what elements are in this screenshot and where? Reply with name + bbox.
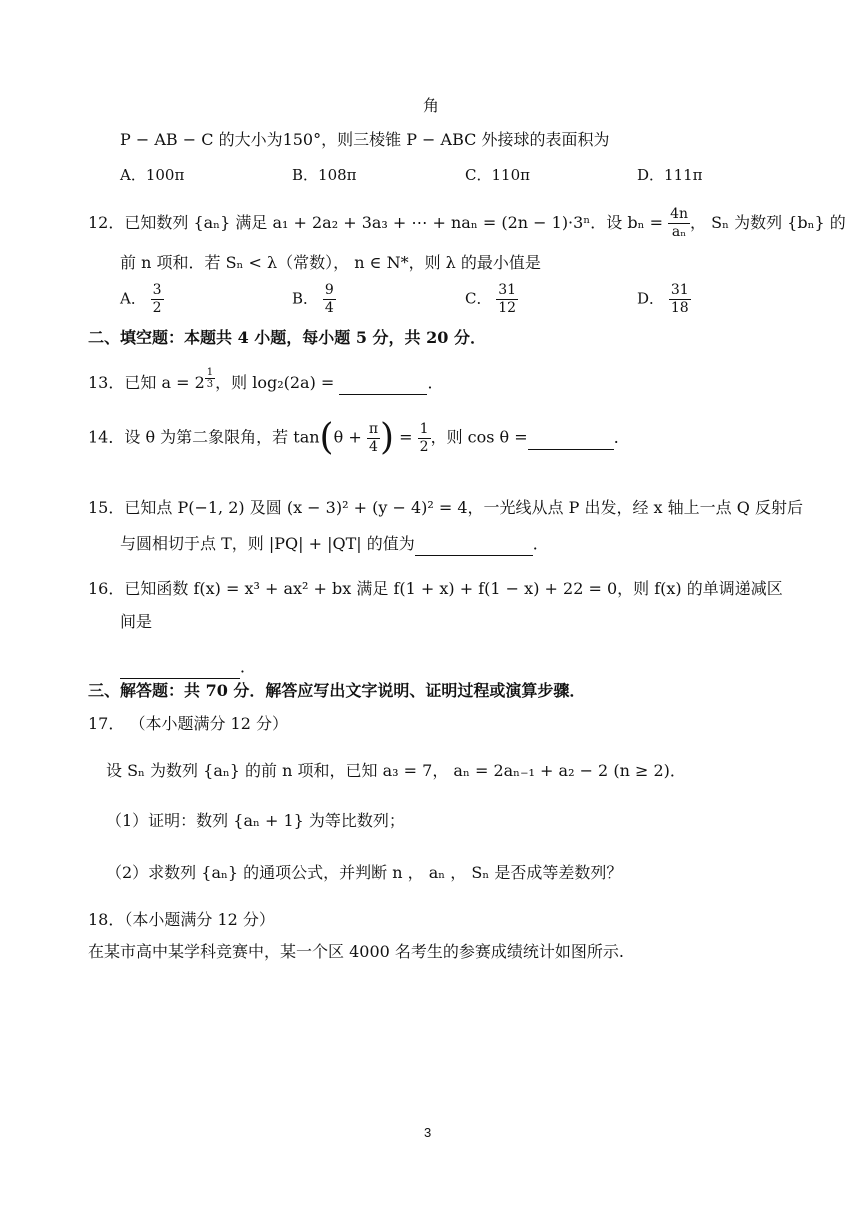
q13-line (88, 367, 443, 395)
q15-stem: 已知点 P(−1, 2) 及圆 (x − 3)² + (y − 4)² = 4，一光线从点 P 出发，经 x 轴上一点 Q 反射后 (124, 498, 803, 517)
q12-b-den: aₙ (668, 223, 690, 241)
q16-stem: 已知函数 f(x) = x³ + ax² + bx 满足 f(1 + x) + f(1 − x) + 22 = 0，则 f(x) 的单调递减区 (124, 579, 783, 598)
section-3-heading: 三、解答题：共 70 分．解答应写出文字说明、证明过程或演算步骤． (88, 681, 586, 700)
q13-exp-num: 1 (206, 367, 214, 378)
q12-option-c-label: C． (465, 289, 492, 308)
q15-stem-2: 与圆相切于点 T，则 |PQ| + |QT| 的值为 (120, 534, 415, 553)
top-char: 角 (423, 96, 440, 115)
q16-end: ． (240, 657, 257, 676)
q14-half-frac (418, 421, 431, 456)
q17-part2: （2）求数列 {aₙ} 的通项公式，并判断 n ， aₙ ， Sₙ 是否成等差数列？ (106, 863, 623, 882)
q16-number: 16． (88, 579, 125, 598)
q12-option-a (120, 282, 164, 317)
q12-option-a-num: 3 (152, 282, 162, 298)
q13-exp-den: 3 (206, 379, 214, 390)
q14-pi-num: π (368, 420, 379, 437)
q14-left-paren: ( (319, 417, 334, 458)
q14-number: 14． (88, 427, 125, 447)
q12-line2: 前 n 项和．若 Sₙ < λ（常数）， n ∈ N*，则 λ 的最小值是 (120, 253, 541, 272)
q15-number: 15． (88, 498, 125, 517)
q12-stem-b: ， Sₙ 为数列 {bₙ} 的 (690, 213, 846, 232)
q16-answer-blank[interactable] (120, 656, 240, 679)
q14-end: ． (613, 427, 630, 447)
q15-answer-blank[interactable] (415, 533, 533, 556)
q12-option-b-label: B． (292, 289, 319, 308)
q14-eq: = (399, 427, 413, 447)
q15-end: ． (532, 534, 549, 553)
q11-option-a: A．100π (120, 166, 185, 184)
q14-answer-blank[interactable] (528, 427, 614, 450)
q12-b-fraction (668, 206, 690, 241)
q12-line1 (88, 206, 846, 241)
q14-half-num: 1 (419, 420, 429, 437)
q12-option-b-num: 9 (324, 282, 334, 298)
q14-line (88, 417, 630, 458)
q12-number: 12． (88, 213, 125, 232)
section-2-heading: 二、填空题：本题共 4 小题，每小题 5 分，共 20 分． (88, 328, 486, 347)
q16-answer-line (120, 656, 256, 679)
q11-option-c: C．110π (465, 166, 530, 184)
q12-option-d-den: 18 (670, 300, 689, 316)
q12-option-d-num: 31 (670, 282, 689, 298)
q17-part1: （1）证明：数列 {aₙ + 1} 为等比数列； (106, 811, 405, 830)
q14-right-paren: ) (380, 417, 395, 458)
q14-pi-den: 4 (367, 438, 380, 456)
q16-line2: 间是 (120, 612, 153, 631)
q12-option-a-den: 2 (152, 300, 162, 316)
q12-option-d-label: D． (637, 289, 665, 308)
q12-option-b-den: 4 (324, 300, 334, 316)
q12-option-d-frac (669, 282, 691, 317)
q14-stem-a: 设 θ 为第二象限角，若 tan (124, 427, 320, 447)
q12-option-d (637, 282, 691, 317)
page-number: 3 (424, 1125, 432, 1140)
q11-line: P − AB − C 的大小为150°，则三棱锥 P − ABC 外接球的表面积为 (120, 130, 610, 149)
q12-b-num: 4n (670, 206, 689, 222)
q14-half-den: 2 (419, 438, 429, 455)
q15-line2 (120, 533, 549, 556)
q18-header: 18．（本小题满分 12 分） (88, 910, 275, 929)
q12-option-b (292, 282, 336, 317)
q11-option-b: B．108π (292, 166, 357, 184)
q18-line: 在某市高中某学科竞赛中，某一个区 4000 名考生的参赛成绩统计如图所示. (88, 942, 624, 961)
q13-number: 13． (88, 372, 125, 392)
q15-line1 (88, 497, 803, 519)
q12-option-a-frac (151, 282, 164, 317)
q13-stem-b: ，则 log₂(2a) = (215, 372, 335, 392)
q13-stem-a: 已知 a = 2 (124, 372, 205, 392)
q11-option-d: D．111π (637, 166, 703, 184)
q12-option-b-frac (323, 282, 336, 317)
q14-stem-b: ，则 cos θ = (430, 427, 528, 447)
q13-answer-blank[interactable] (339, 372, 427, 395)
q12-stem-a: 已知数列 {aₙ} 满足 a₁ + 2a₂ + 3a₃ + ⋯ + naₙ = (2n − 1)·3ⁿ．设 bₙ = (124, 213, 663, 232)
q14-inner: θ + (333, 427, 362, 447)
q12-option-a-label: A． (120, 289, 146, 308)
q14-pi-frac (367, 421, 380, 456)
q12-option-c-num: 31 (498, 282, 517, 298)
q13-exponent (205, 367, 215, 390)
q12-option-c-den: 12 (498, 300, 517, 316)
q12-option-c-frac (496, 282, 518, 317)
q16-line1 (88, 578, 783, 600)
q17-header: 17． （本小题满分 12 分） (88, 714, 288, 733)
q17-stem: 设 Sₙ 为数列 {aₙ} 的前 n 项和，已知 a₃ = 7， aₙ = 2aₙ₋₁ + a₂ − 2 (n ≥ 2)． (106, 761, 686, 780)
q12-option-c (465, 282, 518, 317)
q13-end: ． (427, 372, 444, 392)
